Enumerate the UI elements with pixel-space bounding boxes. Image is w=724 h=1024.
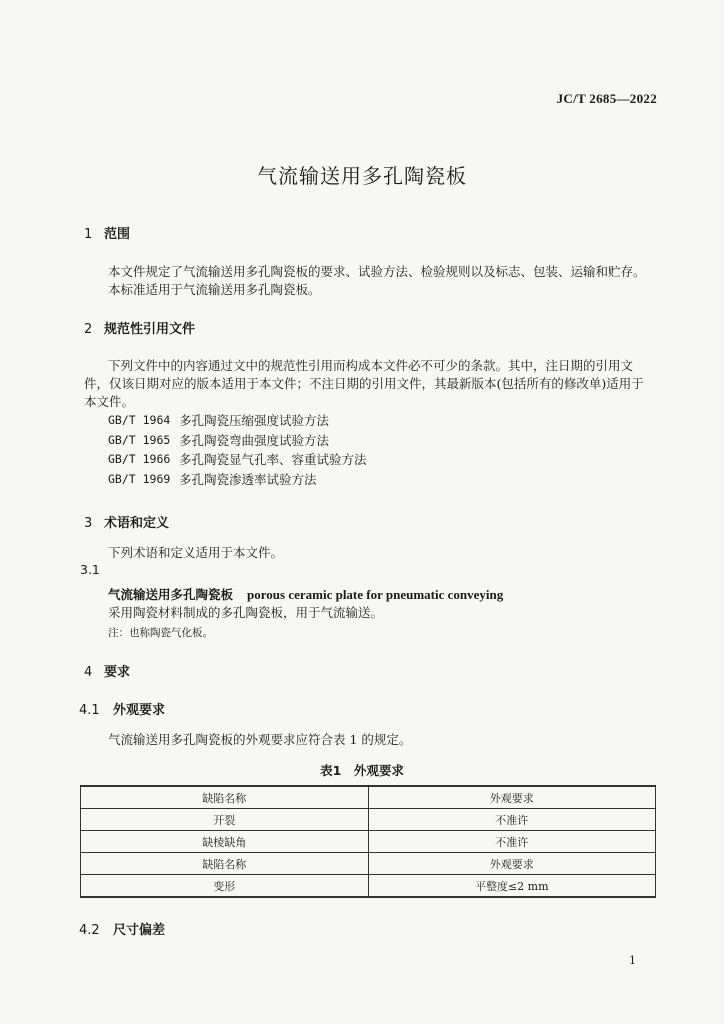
section-3-paragraph: 下列术语和定义适用于本文件。 <box>108 545 284 560</box>
table-cell: 变形 <box>81 875 369 898</box>
section-2-heading <box>84 318 195 337</box>
table-row <box>81 831 656 853</box>
table-cell: 外观要求 <box>368 853 656 875</box>
section-title: 要求 <box>104 665 131 680</box>
table-cell: 不准许 <box>368 831 656 853</box>
section-2-paragraph-line-3: 本文件。 <box>84 394 135 409</box>
term-entry <box>108 585 503 603</box>
subsection-title: 尺寸偏差 <box>113 923 166 938</box>
term-chinese: 气流输送用多孔陶瓷板 <box>108 587 234 602</box>
section-4-heading <box>84 661 130 680</box>
section-1-paragraph-1: 本文件规定了气流输送用多孔陶瓷板的要求、试验方法、检验规则以及标志、包装、运输和贮存。 <box>108 264 646 279</box>
section-4-2-heading <box>79 919 165 938</box>
section-title: 术语和定义 <box>104 516 170 531</box>
section-number: 2 <box>84 322 93 337</box>
term-note: 注：也称陶瓷气化板。 <box>108 627 213 639</box>
section-4-1-paragraph: 气流输送用多孔陶瓷板的外观要求应符合表 1 的规定。 <box>108 732 412 747</box>
reference-code: GB/T 1966 <box>108 452 171 466</box>
term-english: porous ceramic plate for pneumatic conveying <box>247 587 504 602</box>
reference-item <box>108 411 367 431</box>
reference-title: 多孔陶瓷弯曲强度试验方法 <box>179 432 330 448</box>
standard-code: JC/T 2685—2022 <box>556 91 657 106</box>
section-title: 规范性引用文件 <box>104 322 196 337</box>
section-2-paragraph-line-1: 下列文件中的内容通过文中的规范性引用而构成本文件必不可少的条款。其中，注日期的引用文 <box>108 358 634 373</box>
reference-code: GB/T 1969 <box>108 471 171 486</box>
normative-reference-list <box>108 411 367 489</box>
appearance-requirements-table <box>80 785 656 898</box>
document-title: 气流输送用多孔陶瓷板 <box>257 164 467 188</box>
section-1-paragraph-2: 本标准适用于气流输送用多孔陶瓷板。 <box>108 282 321 297</box>
reference-code: GB/T 1964 <box>108 413 171 427</box>
reference-title: 多孔陶瓷显气孔率、容重试验方法 <box>179 452 367 467</box>
section-number: 3 <box>84 516 93 531</box>
section-number: 1 <box>84 227 93 242</box>
table-cell: 不准许 <box>368 809 656 831</box>
page-number: 1 <box>629 954 636 967</box>
section-1-heading <box>84 223 130 242</box>
table-cell: 缺陷名称 <box>81 786 369 809</box>
reference-title: 多孔陶瓷压缩强度试验方法 <box>179 413 330 428</box>
table-cell: 缺陷名称 <box>81 853 369 875</box>
table-row <box>81 875 656 898</box>
section-2-paragraph-line-2: 件，仅该日期对应的版本适用于本文件；不注日期的引用文件，其最新版本(包括所有的修改单)适用于 <box>84 376 644 391</box>
term-definition: 采用陶瓷材料制成的多孔陶瓷板，用于气流输送。 <box>108 605 384 620</box>
table-cell: 缺棱缺角 <box>81 831 369 853</box>
table-cell: 开裂 <box>81 809 369 831</box>
reference-item <box>108 470 367 490</box>
table-row <box>81 786 656 809</box>
section-3-heading <box>84 512 169 531</box>
section-title: 范围 <box>104 227 131 242</box>
reference-code: GB/T 1965 <box>108 432 171 447</box>
reference-item <box>108 431 367 451</box>
term-number: 3.1 <box>80 562 100 577</box>
table-cell: 外观要求 <box>368 786 656 809</box>
subsection-title: 外观要求 <box>113 703 166 718</box>
table-caption: 表1 外观要求 <box>320 763 404 778</box>
section-4-1-heading <box>79 699 165 718</box>
table-cell: 平整度≤2 mm <box>368 875 656 898</box>
subsection-number: 4.2 <box>79 923 100 938</box>
table-row <box>81 853 656 875</box>
section-number: 4 <box>84 665 93 680</box>
subsection-number: 4.1 <box>79 703 100 718</box>
reference-title: 多孔陶瓷渗透率试验方法 <box>179 471 317 487</box>
table-row <box>81 809 656 831</box>
reference-item <box>108 450 367 470</box>
